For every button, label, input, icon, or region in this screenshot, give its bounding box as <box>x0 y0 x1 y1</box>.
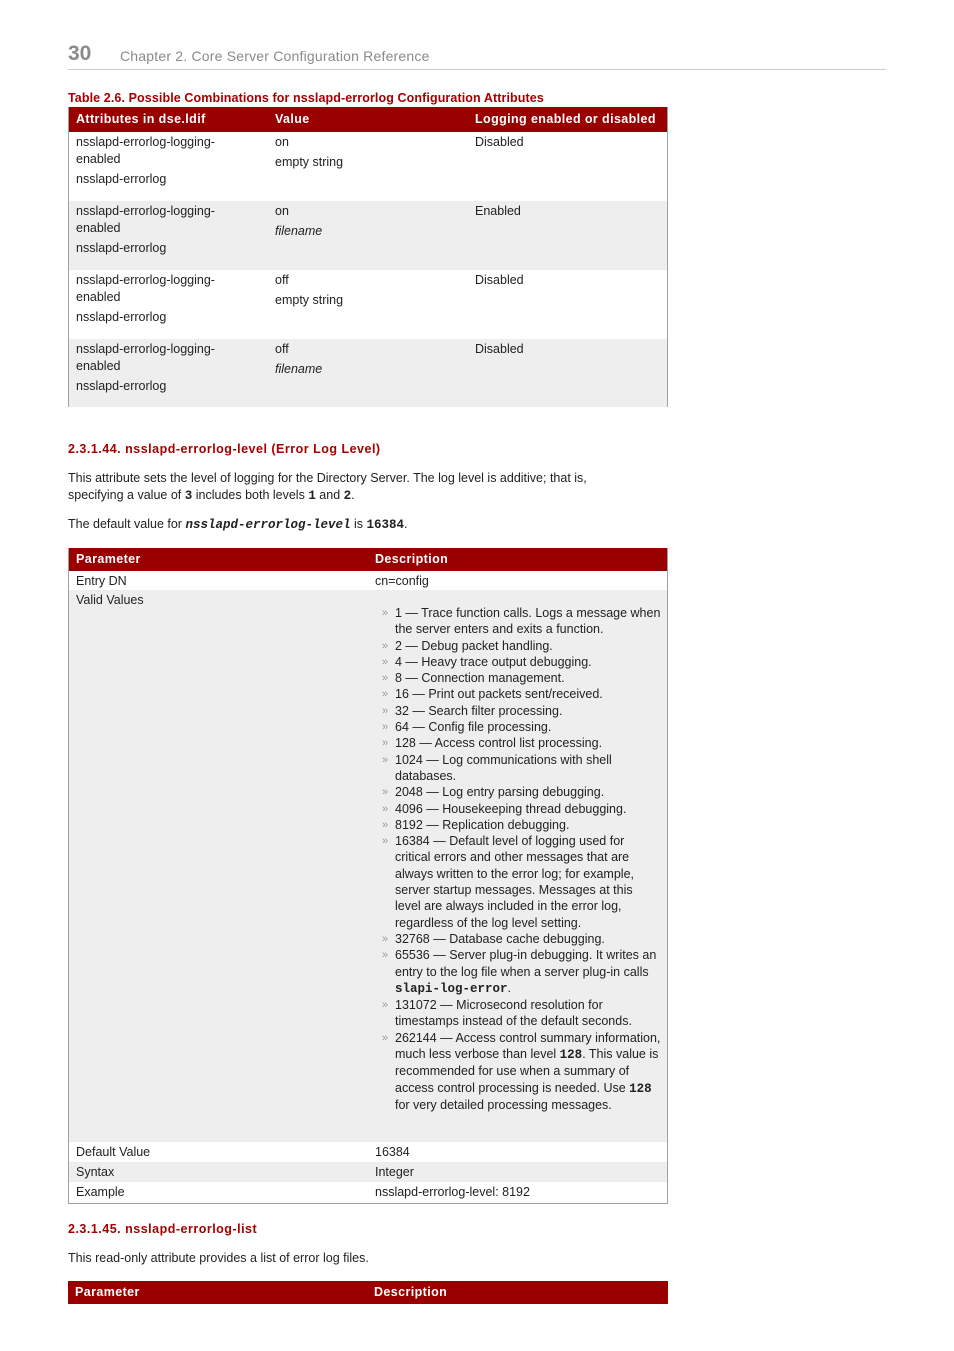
code-value: 128 <box>559 1048 583 1063</box>
bullet-arrow-icon: » <box>382 818 389 831</box>
value-text: filename <box>275 361 323 376</box>
bullet-arrow-icon: » <box>382 753 389 766</box>
param-label: Default Value <box>76 1145 151 1159</box>
table-row <box>69 571 667 590</box>
column-header: Value <box>275 112 310 126</box>
attribute-name: nsslapd-errorlog <box>76 241 167 255</box>
param-label: Syntax <box>76 1165 115 1179</box>
bullet-arrow-icon: » <box>382 655 389 668</box>
param-label: Entry DN <box>76 574 127 588</box>
attribute-cell <box>76 134 241 188</box>
attribute-code: nsslapd-errorlog-level <box>185 518 351 532</box>
attribute-name: nsslapd-errorlog <box>76 310 167 324</box>
bullet-arrow-icon: » <box>382 1031 389 1044</box>
default-value-sentence: The default value for nsslapd-errorlog-level is 16384. <box>68 517 408 532</box>
list-item: » 32768 — Database cache debugging. <box>382 931 605 946</box>
value-text: off <box>275 273 289 287</box>
value-text: filename <box>275 223 323 238</box>
attribute-cell <box>76 272 241 326</box>
section-intro: This attribute sets the level of logging for the Directory Server. The log level is additive; that is, specifying a value of 3 includes both levels 1 and 2. <box>68 471 587 503</box>
table-row <box>69 590 667 1142</box>
parameter-table <box>68 1281 668 1304</box>
list-item: » 262144 — Access control summary information, much less verbose than level 128. This value is recommended for use when a summary of access control processing is needed. Use 128 for very detailed processing messages. <box>382 1030 661 1112</box>
status-cell: Disabled <box>475 135 524 149</box>
param-label: Valid Values <box>76 593 144 607</box>
attribute-name: nsslapd-errorlog-logging-enabled <box>76 204 215 235</box>
param-label: Example <box>76 1185 125 1199</box>
status-cell: Enabled <box>475 204 521 218</box>
table-caption: Table 2.6. Possible Combinations for nsslapd-errorlog Configuration Attributes <box>68 91 544 105</box>
code-value: 16384 <box>366 518 404 532</box>
list-item: » 8192 — Replication debugging. <box>382 817 570 832</box>
list-item: » 2 — Debug packet handling. <box>382 638 553 653</box>
bullet-arrow-icon: » <box>382 721 389 734</box>
column-header: Description <box>375 552 449 566</box>
value-text: on <box>275 135 289 149</box>
param-value: cn=config <box>375 574 429 588</box>
column-header: Logging enabled or disabled <box>475 112 656 126</box>
attribute-name: nsslapd-errorlog <box>76 379 167 393</box>
bullet-arrow-icon: » <box>382 802 389 815</box>
list-item: » 2048 — Log entry parsing debugging. <box>382 785 605 800</box>
list-item: » 131072 — Microsecond resolution for timestamps instead of the default seconds. <box>382 998 632 1029</box>
value-text: on <box>275 204 289 218</box>
value-text: empty string <box>275 292 344 307</box>
bullet-arrow-icon: » <box>382 672 389 685</box>
list-item: » 1 — Trace function calls. Logs a message when the server enters and exits a function. <box>382 606 661 637</box>
section-title: 2.3.1.45. nsslapd-errorlog-list <box>68 1222 258 1236</box>
status-cell: Disabled <box>475 342 524 356</box>
status-cell: Disabled <box>475 273 524 287</box>
code-value: 3 <box>184 488 193 503</box>
table-row <box>69 132 667 201</box>
table-row <box>69 1182 667 1202</box>
list-item: » 32 — Search filter processing. <box>382 703 563 718</box>
table-row <box>69 270 667 339</box>
list-item: » 64 — Config file processing. <box>382 720 552 735</box>
value-text: empty string <box>275 154 344 169</box>
attribute-name: nsslapd-errorlog-logging-enabled <box>76 135 215 166</box>
list-item: » 1024 — Log communications with shell databases. <box>382 752 612 783</box>
list-item: » 65536 — Server plug-in debugging. It writes an entry to the log file when a server plug-in calls slapi-log-error. <box>382 948 657 996</box>
parameter-table <box>68 548 668 1204</box>
bullet-arrow-icon: » <box>382 704 389 717</box>
attribute-name: nsslapd-errorlog-logging-enabled <box>76 342 215 373</box>
code-value: slapi-log-error <box>395 981 508 996</box>
bullet-arrow-icon: » <box>382 688 389 701</box>
bullet-arrow-icon: » <box>382 949 389 962</box>
section-title: 2.3.1.44. nsslapd-errorlog-level (Error Log Level) <box>68 442 381 456</box>
list-item: » 4096 — Housekeeping thread debugging. <box>382 801 627 816</box>
table-row <box>69 339 667 407</box>
attribute-name: nsslapd-errorlog <box>76 172 167 186</box>
attribute-cell <box>76 203 241 257</box>
table-row <box>69 1162 667 1182</box>
bullet-list <box>375 605 661 1113</box>
section-intro: This read-only attribute provides a list of error log files. <box>68 1251 369 1265</box>
table-row <box>69 201 667 270</box>
list-item: » 16384 — Default level of logging used for critical errors and other messages that are always written to the error log; for example, server startup messages. Messages at this level are always included in the error log, regardless of the log level setting. <box>382 834 634 930</box>
bullet-arrow-icon: » <box>382 786 389 799</box>
table-header <box>68 1281 668 1304</box>
list-item: » 8 — Connection management. <box>382 671 565 686</box>
value-cell <box>275 134 343 170</box>
valid-values-list <box>375 605 661 1113</box>
value-cell <box>275 203 322 239</box>
logging-combinations-table <box>68 107 668 407</box>
chapter-title: Chapter 2. Core Server Configuration Reference <box>120 48 430 64</box>
list-item: » 4 — Heavy trace output debugging. <box>382 654 592 669</box>
param-value: nsslapd-errorlog-level: 8192 <box>375 1185 530 1199</box>
page-number: 30 <box>68 42 92 65</box>
code-value: 128 <box>629 1081 652 1096</box>
column-header: Attributes in dse.ldif <box>76 112 206 126</box>
bullet-arrow-icon: » <box>382 999 389 1012</box>
column-header: Parameter <box>75 1285 140 1299</box>
value-text: off <box>275 342 289 356</box>
param-value: Integer <box>375 1165 414 1179</box>
bullet-arrow-icon: » <box>382 639 389 652</box>
attribute-cell <box>76 341 241 395</box>
table-header <box>69 548 667 571</box>
table-header <box>69 107 667 132</box>
list-item: » 16 — Print out packets sent/received. <box>382 687 603 702</box>
bullet-arrow-icon: » <box>382 737 389 750</box>
attribute-name: nsslapd-errorlog-logging-enabled <box>76 273 215 304</box>
page-header <box>68 42 886 70</box>
bullet-arrow-icon: » <box>382 932 389 945</box>
param-value: 16384 <box>375 1145 410 1159</box>
table-row <box>69 1142 667 1162</box>
bullet-arrow-icon: » <box>382 607 389 619</box>
bullet-arrow-icon: » <box>382 835 389 848</box>
list-item: » 128 — Access control list processing. <box>382 736 603 751</box>
value-cell <box>275 272 343 308</box>
column-header: Parameter <box>76 552 141 566</box>
code-value: 1 <box>308 488 316 503</box>
code-value: 2 <box>343 488 352 503</box>
column-header: Description <box>374 1285 448 1299</box>
value-cell <box>275 341 322 377</box>
